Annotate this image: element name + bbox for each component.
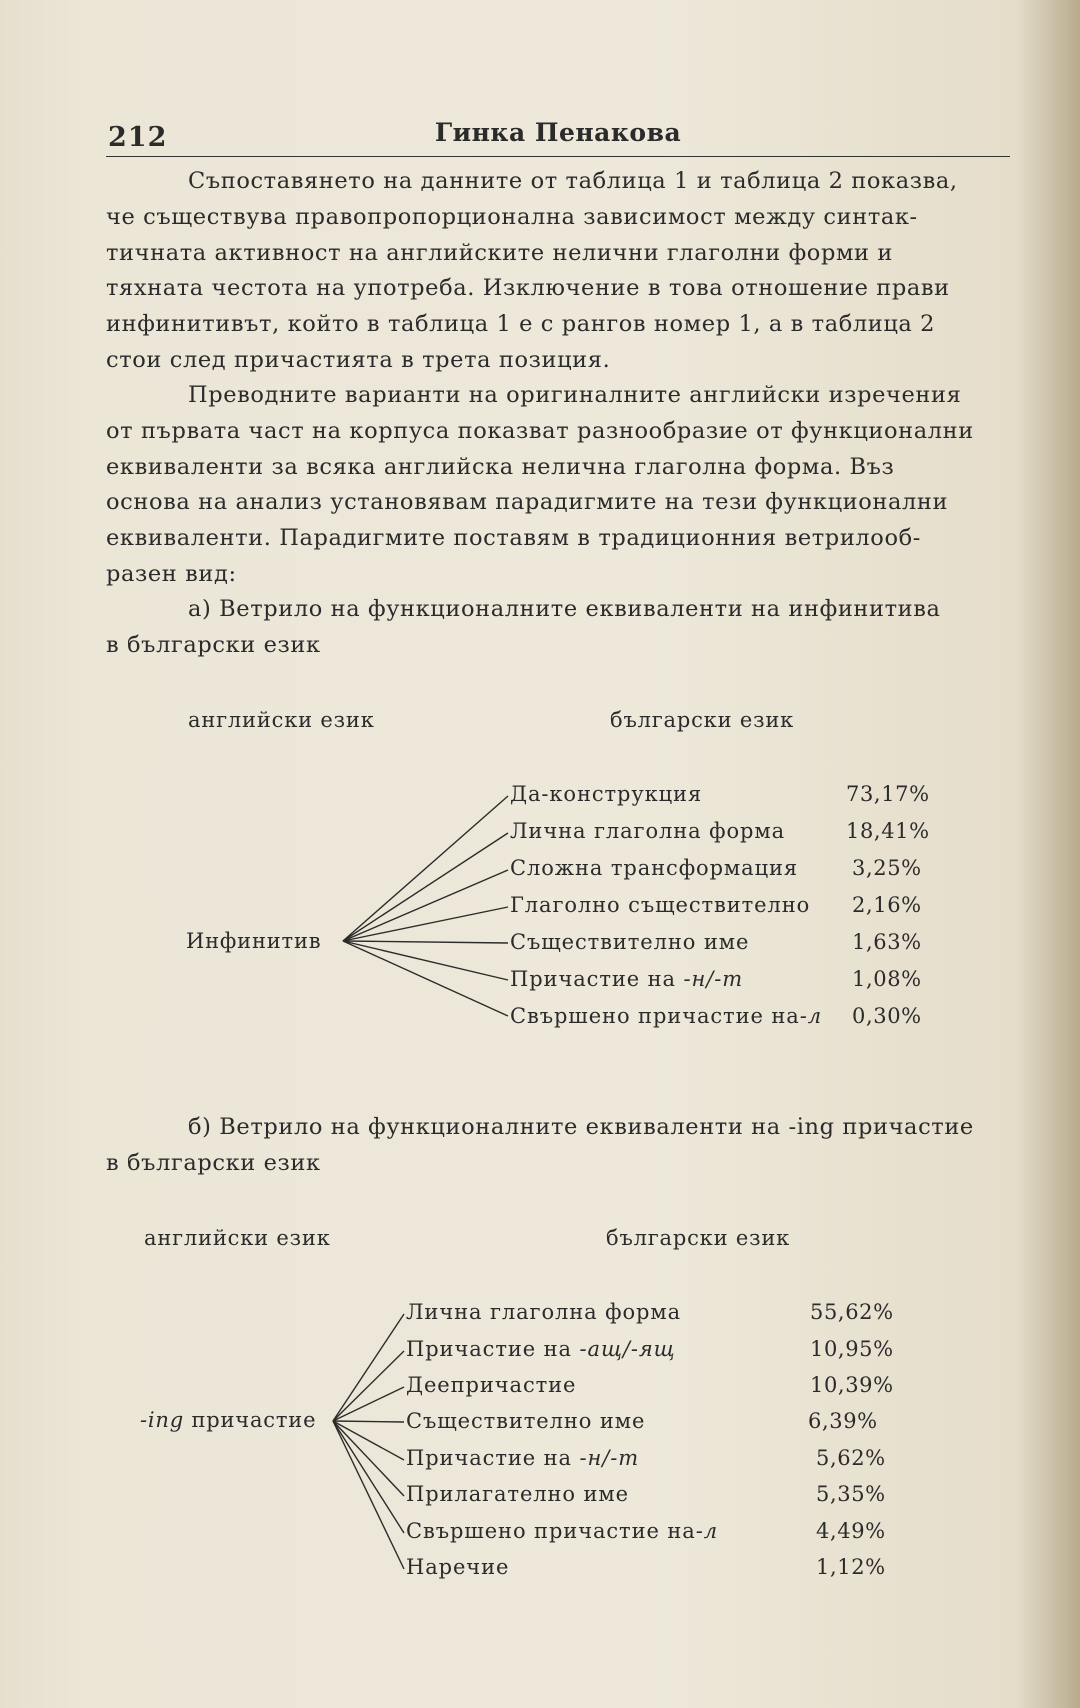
fan-a-item: Причастие на -н/-т (510, 967, 744, 991)
fan-a-value: 18,41% (846, 819, 930, 843)
fan-b-item: Причастие на -н/-т (406, 1446, 640, 1470)
fan-b-item: Съществително име (406, 1409, 646, 1433)
fan-line (343, 941, 508, 980)
fan-a-value: 2,16% (852, 893, 922, 917)
fan-b-lines (333, 1314, 404, 1569)
text-line: тяхната честота на употреба. Изключение в това отношение прави (106, 275, 950, 302)
page-number: 212 (108, 122, 168, 153)
fan-a-item: Съществително име (510, 930, 750, 954)
text-line: стои след причастията в трета позиция. (106, 346, 611, 373)
fan-a-value: 73,17% (846, 782, 930, 806)
author-name: Гинка Пенакова (434, 118, 682, 147)
fan-a-lines (343, 796, 508, 1016)
fan-b-value: 55,62% (810, 1300, 894, 1324)
fan-b-value: 5,62% (816, 1446, 886, 1470)
fan-line (333, 1351, 404, 1421)
text-line: от първата част на корпуса показват разнообразие от функционални (106, 417, 974, 444)
fan-b-item: Наречие (406, 1555, 510, 1579)
fan-line (333, 1314, 404, 1421)
text-line: разен вид: (106, 560, 237, 587)
fan-b-value: 4,49% (816, 1519, 886, 1543)
fan-a-item: Да-конструкция (510, 782, 703, 806)
fan-line (333, 1421, 404, 1422)
fan-line (333, 1421, 404, 1569)
fan-a-value: 3,25% (852, 856, 922, 880)
caption-line: а) Ветрило на функционалните еквиваленти на инфинитива (188, 596, 941, 622)
fan-a-item: Свършено причастие на-л (510, 1004, 822, 1028)
fan-line (343, 941, 508, 1016)
text-line: еквиваленти за всяка английска нелична глаголна форма. Въз (106, 453, 895, 480)
fan-line (343, 833, 508, 941)
fan-a-item: Лична глаголна форма (510, 819, 786, 843)
header-english: английски език (188, 708, 375, 732)
text-line: Съпоставянето на данните от таблица 1 и таблица 2 показва, (188, 168, 958, 194)
fan-b-item: Лична глаголна форма (406, 1300, 682, 1324)
fan-b-value: 10,95% (810, 1337, 894, 1361)
header-bulgarian: български език (606, 1226, 791, 1250)
fan-a-item: Сложна трансформация (510, 856, 799, 880)
fan-line (333, 1421, 404, 1460)
fan-b-value: 5,35% (816, 1482, 886, 1506)
text-line: основа на анализ установявам парадигмите на тези функционални (106, 489, 949, 516)
text-line: тичната активност на английските нелични глаголни форми и (106, 239, 893, 266)
caption-line: в български език (106, 1149, 321, 1176)
text-line: еквиваленти. Парадигмите поставям в традиционния ветрилооб- (106, 525, 921, 552)
fan-line (333, 1421, 404, 1533)
fan-a-value: 1,63% (852, 930, 922, 954)
fan-line (343, 870, 508, 941)
fan-b-value: 10,39% (810, 1373, 894, 1397)
fan-line (343, 941, 508, 943)
source-ing-participle: -ing причастие (140, 1408, 317, 1432)
header-bulgarian: български език (610, 708, 795, 732)
fan-b-value: 1,12% (816, 1555, 886, 1579)
text-line: че съществува правопропорционална зависимост между синтак- (106, 203, 918, 230)
text-line: Преводните варианти на оригиналните английски изречения (188, 382, 962, 408)
fan-b-value: 6,39% (808, 1409, 878, 1433)
caption-line: б) Ветрило на функционалните еквиваленти на -ing причастие (188, 1114, 974, 1140)
fan-b-item: Деепричастие (406, 1373, 577, 1397)
fan-b-item: Причастие на -ащ/-ящ (406, 1337, 676, 1361)
fan-b-item: Прилагателно име (406, 1482, 629, 1506)
fan-a-value: 1,08% (852, 967, 922, 991)
caption-line: в български език (106, 631, 321, 658)
fan-line (343, 796, 508, 941)
header-english: английски език (144, 1226, 331, 1250)
source-infinitive: Инфинитив (186, 929, 322, 953)
fan-line (333, 1421, 404, 1496)
fan-a-item: Глаголно съществително (510, 893, 811, 917)
text-line: инфинитивът, който в таблица 1 е с рангов номер 1, а в таблица 2 (106, 311, 936, 338)
fan-b-item: Свършено причастие на-л (406, 1519, 718, 1543)
fan-a-value: 0,30% (852, 1004, 922, 1028)
